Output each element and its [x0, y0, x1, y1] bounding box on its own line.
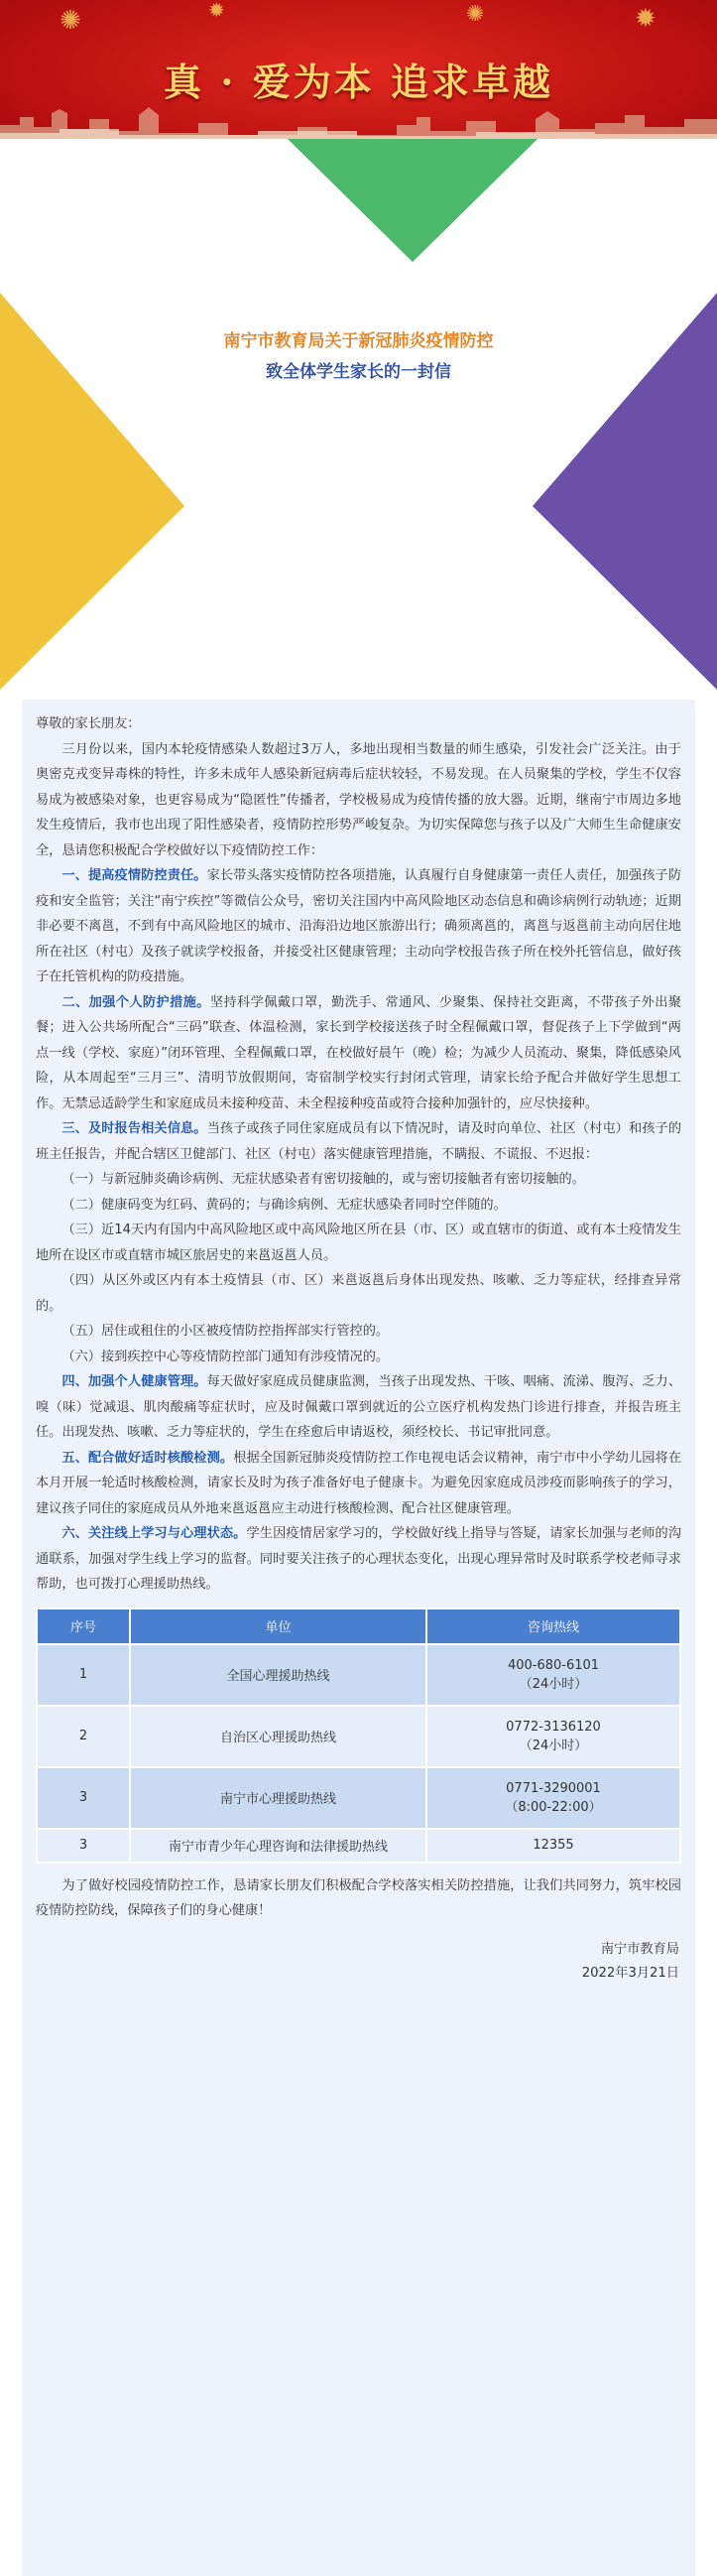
- section-3-item: （三）近14天内有国内中高风险地区或中高风险地区所在县（市、区）或直辖市的街道、或有本土疫情发生地所在设区市或直辖市城区旅居史的来邕返邕人员。: [36, 1223, 681, 1263]
- intro-paragraph: 三月份以来，国内本轮疫情感染人数超过3万人，多地出现相当数量的师生感染，引发社会广泛关注。由于奥密克戎变异毒株的特性，许多未成年人感染新冠病毒后症状较轻，不易发现。在人员聚集的学校，学生不仅容易成为被感染对象，也更容易成为“隐匿性”传播者，学校极易成为疫情传播的放大器。近期，继南宁市周边多地发生疫情后，我市也出现了阳性感染者，疫情防控形势严峻复杂。为切实保障您与孩子以及广大师生生命健康安全，恳请您积极配合学校做好以下疫情防控工作：: [36, 741, 681, 858]
- header-banner: [0, 0, 717, 139]
- section-3-item: （四）从区外或区内有本土疫情县（市、区）来邕返邕后身体出现发热、咳嗽、乏力等症状，经排查异常的。: [36, 1273, 681, 1314]
- row-number: 1: [37, 1644, 130, 1706]
- table-header-row: [37, 1609, 680, 1644]
- notice-title-line1: 南宁市教育局关于新冠肺炎疫情防控: [223, 331, 494, 351]
- section-3-item: （一）与新冠肺炎确诊病例、无症状感染者有密切接触的，或与密切接触者有密切接触的。: [61, 1172, 585, 1187]
- decorative-triangles: [0, 139, 717, 695]
- section-3-body: 当孩子或孩子同住家庭成员有以下情况时，请及时向单位、社区（村屯）和孩子的班主任报告，并配合辖区卫健部门、社区（村屯）落实健康管理措施，不瞒报、不谎报、不迟报：: [36, 1121, 682, 1162]
- section-1-body: 家长带头落实疫情防控各项措施，认真履行自身健康第一责任人责任，加强孩子防疫和安全监管；关注“南宁疾控”等微信公众号，密切关注国内中高风险地区动态信息和确诊病例行动轨迹；近期非必要不离邕，不到有中高风险地区的城市、沿海沿边地区旅游出行；确须离邕的，离邕与返邕前主动向居住地所在社区（村屯）及孩子就读学校报备，并接受社区健康管理；主动向学校报告孩子所在校外托管信息，做好孩子在托管机构的防疫措施。: [36, 868, 682, 984]
- row-hotline: [426, 1829, 680, 1863]
- section-3-item: （六）接到疾控中心等疫情防控部门通知有涉疫情况的。: [61, 1349, 390, 1364]
- letter-content: [22, 700, 695, 2576]
- section-5-body: 根据全国新冠肺炎疫情防控工作电视电话会议精神，南宁市中小学幼儿园将在本月开展一轮适时核酸检测，请家长及时为孩子准备好电子健康卡。为避免因家庭成员涉疫而影响孩子的学习，建议孩子同住的家庭成员从外地来邕返邕应主动进行核酸检测、配合社区健康管理。: [36, 1450, 682, 1516]
- table-row: [37, 1767, 680, 1829]
- firework-icon: ✺: [60, 6, 81, 36]
- closing-paragraph: 为了做好校园疫情防控工作，恳请家长朋友们积极配合学校落实相关防控措施，让我们共同努力，筑牢校园疫情防控防线，保障孩子们的身心健康！: [36, 1877, 681, 1918]
- banner-title: 真 · 爱为本 追求卓越: [164, 60, 553, 104]
- green-triangle: [288, 139, 538, 262]
- hotline-number: 400-680-6101: [507, 1657, 600, 1673]
- section-4-body: 每天做好家庭成员健康监测，当孩子出现发热、干咳、咽痛、流涕、腹泻、乏力、嗅（味）觉减退、肌肉酸痛等症状时，应及时佩戴口罩到就近的公立医疗机构发热门诊进行排查，并报告班主任。出现发热、咳嗽、乏力等症状的，学生在痊愈后申请返校，须经校长、书记审批同意。: [36, 1374, 682, 1440]
- signature-date: 2022年3月21日: [581, 1965, 679, 1981]
- greeting: 尊敬的家长朋友：: [36, 716, 141, 731]
- column-header-number: 序号: [37, 1609, 130, 1644]
- row-hotline: [426, 1644, 680, 1706]
- row-number: 2: [37, 1706, 130, 1767]
- row-unit: 南宁市青少年心理咨询和法律援助热线: [130, 1829, 426, 1863]
- row-hotline: [426, 1706, 680, 1767]
- row-number: 3: [37, 1829, 130, 1863]
- signature: [36, 1938, 681, 1986]
- section-3-item: （二）健康码变为红码、黄码的；与确诊病例、无症状感染者同时空伴随的。: [61, 1197, 507, 1213]
- section-1: [36, 863, 681, 990]
- section-2-body: 坚持科学佩戴口罩，勤洗手、常通风、少聚集、保持社交距离，不带孩子外出聚餐；进入公共场所配合“三码”联查、体温检测，家长到学校接送孩子时全程佩戴口罩，督促孩子上下学做到“两点一线（学校、家庭）”闭环管理、全程佩戴口罩，在校做好晨午（晚）检；为减少人员流动、聚集，降低感染风险，从本周起至“三月三”、清明节放假期间，寄宿制学校实行封闭式管理，请家长给予配合并做好学生思想工作。无禁忌适龄学生和家庭成员未接种疫苗、未全程接种疫苗或符合接种加强针的，应尽快接种。: [36, 994, 682, 1111]
- hotline-table: [36, 1608, 681, 1864]
- table-row: [37, 1829, 680, 1863]
- section-6-body: 学生因疫情居家学习的，学校做好线上指导与答疑，请家长加强与老师的沟通联系，加强对学生线上学习的监督。同时要关注孩子的心理状态变化，出现心理异常时及时联系学校老师寻求帮助，也可拨打心理援助热线。: [36, 1526, 682, 1592]
- hotline-number: 0771-3290001: [506, 1780, 601, 1796]
- section-3-heading: 三、及时报告相关信息。: [61, 1121, 207, 1136]
- hotline-number: 12355: [533, 1838, 574, 1853]
- section-6-heading: 六、关注线上学习与心理状态。: [61, 1526, 247, 1541]
- section-5-heading: 五、配合做好适时核酸检测。: [61, 1450, 234, 1466]
- hotline-hours: （24小时）: [519, 1676, 588, 1692]
- notice-title-line2: 致全体学生家长的一封信: [266, 362, 451, 382]
- section-5: [36, 1446, 681, 1522]
- section-2-heading: 二、加强个人防护措施。: [61, 994, 210, 1010]
- signature-org: 南宁市教育局: [600, 1941, 679, 1957]
- table-row: [37, 1706, 680, 1767]
- section-3: [36, 1116, 681, 1167]
- hotline-hours: （8:00-22:00）: [505, 1799, 602, 1815]
- section-1-heading: 一、提高疫情防控责任。: [61, 868, 207, 883]
- hotline-hours: （24小时）: [519, 1738, 588, 1753]
- firework-icon: ✺: [466, 2, 485, 27]
- section-3-item: （五）居住或租住的小区被疫情防控指挥部实行管控的。: [61, 1324, 390, 1339]
- firework-icon: ✹: [208, 0, 225, 22]
- firework-icon: ✹: [635, 4, 657, 34]
- row-unit: 南宁市心理援助热线: [130, 1767, 426, 1829]
- table-row: [37, 1644, 680, 1706]
- row-unit: 全国心理援助热线: [130, 1644, 426, 1706]
- hotline-number: 0772-3136120: [506, 1719, 601, 1735]
- section-4-heading: 四、加强个人健康管理。: [61, 1374, 207, 1389]
- notice-title: [0, 327, 717, 389]
- section-2: [36, 990, 681, 1117]
- column-header-unit: 单位: [130, 1609, 426, 1644]
- column-header-hotline: 咨询热线: [426, 1609, 680, 1644]
- section-6: [36, 1521, 681, 1598]
- section-4: [36, 1369, 681, 1446]
- row-number: 3: [37, 1767, 130, 1829]
- row-hotline: [426, 1767, 680, 1829]
- row-unit: 自治区心理援助热线: [130, 1706, 426, 1767]
